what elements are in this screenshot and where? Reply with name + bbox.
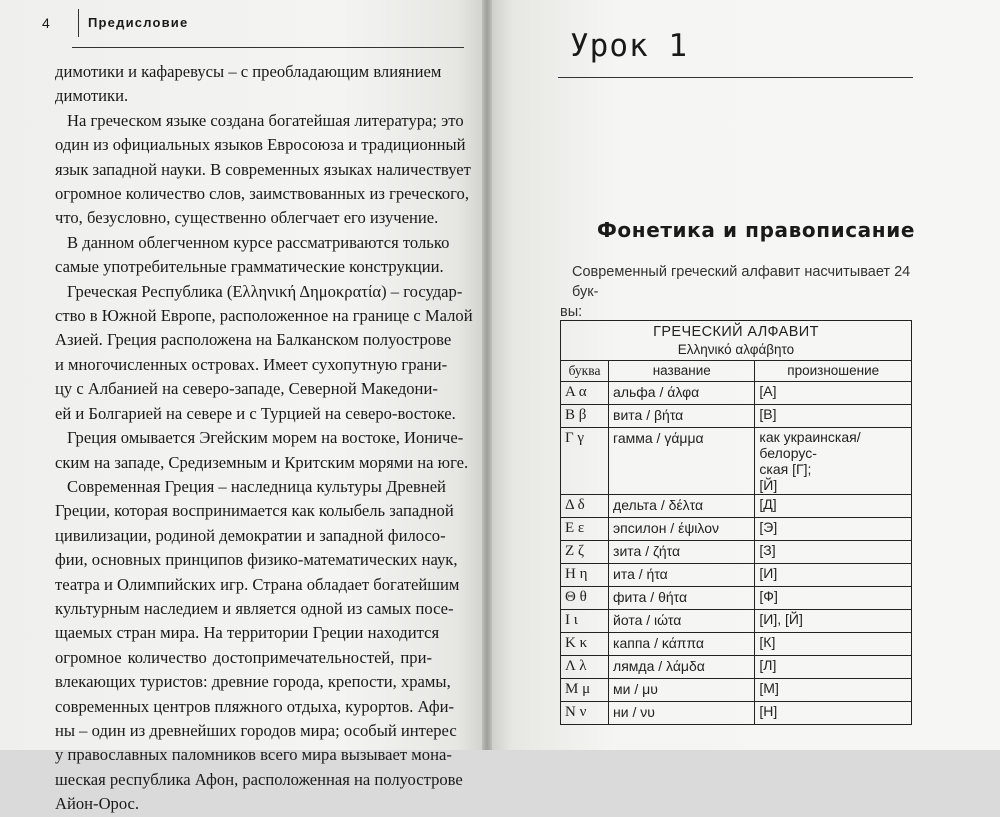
text-line: В данном облегченном курсе рассматриваются только — [67, 232, 450, 252]
table-row — [561, 587, 912, 610]
lesson-title: Урок 1 — [570, 28, 688, 64]
table-row — [561, 382, 912, 405]
text-line: Греции, которая воспринимается как колыбель западной — [55, 501, 454, 521]
text-line: Греческая Республика (Ελληνική Δημοκρατία) – государ- — [67, 281, 463, 301]
text-line: современных центров пляжного отдыха, курортов. Афи- — [55, 696, 455, 716]
column-header-pronunciation: произношение — [755, 361, 912, 382]
letter-cell: Η η — [561, 564, 609, 587]
letter-cell: Ζ ζ — [561, 541, 609, 564]
pronunciation-cell — [755, 382, 912, 405]
table-caption-greek: Ελληνικό αλφάβητο — [677, 342, 795, 357]
pronunciation-cell — [755, 633, 912, 656]
table-row — [561, 702, 912, 725]
table-caption — [561, 321, 912, 361]
text-line: ство в Южной Европе, расположенное на границе с Малой — [55, 306, 473, 326]
column-header-name: название — [609, 361, 755, 382]
pronunciation-cell — [755, 405, 912, 428]
table-row — [561, 564, 912, 587]
letter-cell: Ε ε — [561, 518, 609, 541]
pronunciation-cell — [755, 428, 912, 495]
page-number: 4 — [42, 15, 50, 31]
text-line: Айон-Орос. — [55, 794, 140, 814]
text-line: димотики. — [55, 86, 129, 106]
letter-cell: Α α — [561, 382, 609, 405]
text-line: фии, основных принципов физико-математических наук, — [55, 550, 458, 570]
text-line: огромное количество достопримечательностей, при- — [55, 647, 432, 667]
intro-line: вы: — [560, 304, 583, 320]
letter-cell: Β β — [561, 405, 609, 428]
text-line: и многочисленных островах. Имеет сухопутную грани- — [55, 354, 448, 374]
text-line: один из официальных языков Евросоюза и традиционный — [55, 135, 466, 155]
letter-name-cell: ни / νυ — [609, 702, 755, 725]
intro-line: Современный греческий алфавит насчитывает 24 бук- — [572, 264, 911, 300]
pronunciation-cell — [755, 610, 912, 633]
letter-name-cell: лямда / λάμδα — [609, 656, 755, 679]
text-line: щаемых стран мира. На территории Греции находится — [55, 623, 440, 643]
letter-cell: Μ μ — [561, 679, 609, 702]
text-line: язык западной науки. В современных языках наличествует — [55, 159, 471, 179]
text-line: самые употребительные грамматические конструкции. — [55, 257, 444, 277]
letter-cell: Γ γ — [561, 428, 609, 495]
pronunciation-cell — [755, 564, 912, 587]
letter-name-cell: эпсилон / έψιλον — [609, 518, 755, 541]
letter-name-cell: вита / βήτα — [609, 405, 755, 428]
text-line: ским на западе, Средиземным и Критским морями на юге. — [55, 452, 469, 472]
letter-name-cell: гамма / γάμμα — [609, 428, 755, 495]
text-line: ей и Болгарией на севере и с Турцией на северо-востоке. — [55, 403, 456, 423]
pronunciation-line: ская [Г]; — [759, 461, 812, 477]
letter-cell: Κ κ — [561, 633, 609, 656]
table-row — [561, 495, 912, 518]
text-line: огромное количество слов, заимствованных из греческого, — [55, 184, 469, 204]
pronunciation-line: [В] — [759, 406, 777, 422]
text-line: что, безусловно, существенно облегчает его изучение. — [55, 208, 439, 228]
preface-body-text — [55, 60, 473, 817]
book-gutter — [482, 0, 492, 750]
pronunciation-cell — [755, 518, 912, 541]
letter-name-cell: дельта / δέλτα — [609, 495, 755, 518]
pronunciation-line: [Д] — [759, 496, 777, 512]
text-line: цивилизации, родиной демократии и западной филосо- — [55, 525, 446, 545]
running-header — [32, 9, 432, 33]
letter-name-cell: ми / μυ — [609, 679, 755, 702]
text-line: Современная Греция – наследница культуры Древней — [67, 476, 446, 496]
pronunciation-line: [Й] — [759, 477, 778, 493]
table-caption-row — [561, 321, 912, 361]
letter-name-cell: ита / ήτα — [609, 564, 755, 587]
text-line: культурным наследием и является одной из самых посе- — [55, 598, 454, 618]
table-row — [561, 541, 912, 564]
table-row — [561, 518, 912, 541]
pronunciation-line: как украинская/белорус- — [759, 429, 861, 461]
table-row — [561, 679, 912, 702]
lesson-title-rule — [558, 77, 913, 78]
text-line: На греческом языке создана богатейшая литература; это — [67, 110, 464, 130]
letter-name-cell: альфа / άλφα — [609, 382, 755, 405]
text-line: шеская республика Афон, расположенная на полуострове — [55, 769, 463, 789]
pronunciation-line: [К] — [759, 634, 776, 650]
text-line: Греция омывается Эгейским морем на востоке, Иониче- — [67, 428, 464, 448]
letter-name-cell: фита / θήτα — [609, 587, 755, 610]
table-row — [561, 405, 912, 428]
running-section-title: Предисловие — [88, 15, 189, 30]
intro-paragraph — [560, 262, 916, 322]
letter-name-cell: каппа / κάππα — [609, 633, 755, 656]
table-header-row — [561, 361, 912, 382]
text-line: ны – один из древнейших городов мира; особый интерес — [55, 720, 457, 740]
greek-alphabet-table — [560, 320, 912, 725]
pronunciation-cell — [755, 679, 912, 702]
pronunciation-cell — [755, 541, 912, 564]
text-line: димотики и кафаревусы – с преобладающим влиянием — [55, 62, 442, 81]
letter-cell: Θ θ — [561, 587, 609, 610]
pronunciation-cell — [755, 495, 912, 518]
table-row — [561, 633, 912, 656]
text-line: цу с Албанией на северо-западе, Северной Македони- — [55, 379, 438, 399]
text-line: влекающих туристов: древние города, крепости, храмы, — [55, 672, 451, 692]
letter-cell: Λ λ — [561, 656, 609, 679]
letter-name-cell: йота / ιώτα — [609, 610, 755, 633]
letter-cell: Δ δ — [561, 495, 609, 518]
text-line: у православных паломников всего мира вызывает мона- — [55, 745, 452, 765]
pronunciation-cell — [755, 702, 912, 725]
pronunciation-line: [И] — [759, 565, 778, 581]
table-row — [561, 610, 912, 633]
pronunciation-line: [М] — [759, 680, 779, 696]
pronunciation-line: [И], [Й] — [759, 611, 803, 627]
letter-name-cell: зита / ζήτα — [609, 541, 755, 564]
header-separator — [78, 9, 79, 37]
header-rule — [72, 47, 464, 48]
table-caption-russian: ГРЕЧЕСКИЙ АЛФАВИТ — [653, 324, 819, 340]
pronunciation-line: [Э] — [759, 519, 778, 535]
pronunciation-cell — [755, 656, 912, 679]
letter-cell: Ν ν — [561, 702, 609, 725]
column-header-letter: буква — [561, 361, 609, 382]
pronunciation-line: [А] — [759, 383, 777, 399]
text-line: Азией. Греция расположена на Балканском полуострове — [55, 330, 452, 350]
text-line: театра и Олимпийских игр. Страна обладает богатейшим — [55, 574, 460, 594]
pronunciation-cell — [755, 587, 912, 610]
table-row — [561, 656, 912, 679]
pronunciation-line: [З] — [759, 542, 776, 558]
section-heading: Фонетика и правописание — [597, 218, 915, 242]
pronunciation-line: [Л] — [759, 657, 777, 673]
pronunciation-line: [Н] — [759, 703, 778, 719]
pronunciation-line: [Ф] — [759, 588, 778, 604]
table-row — [561, 428, 912, 495]
letter-cell: Ι ι — [561, 610, 609, 633]
